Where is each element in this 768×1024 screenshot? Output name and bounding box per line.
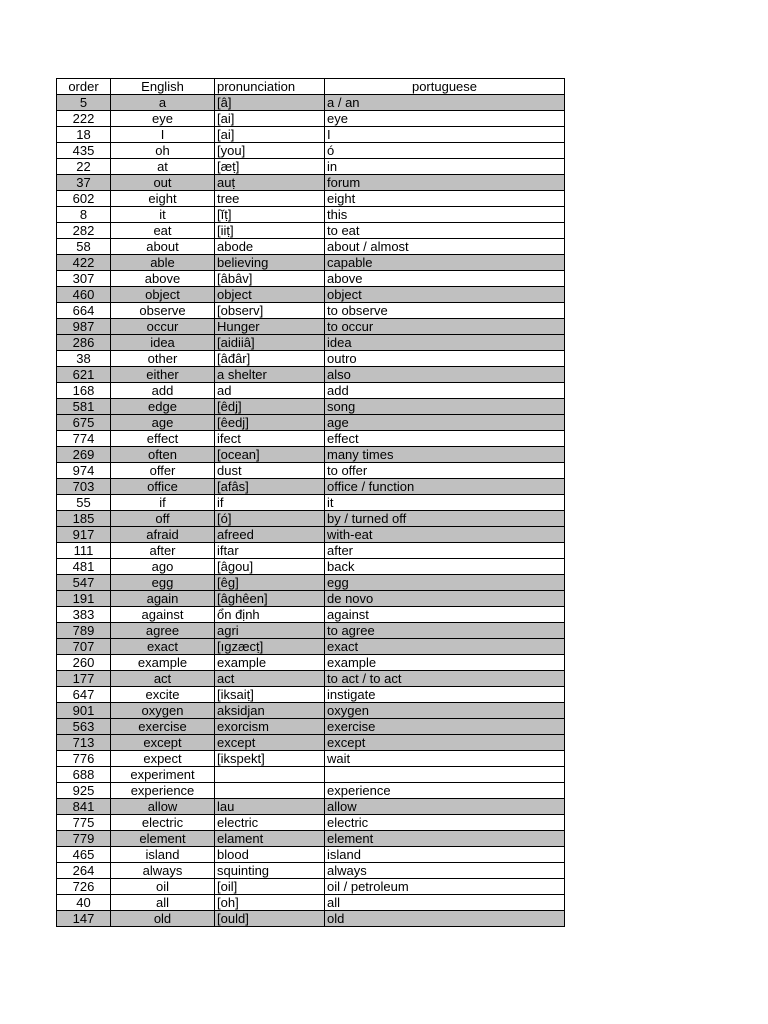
cell-order: 675 bbox=[57, 415, 111, 431]
table-row bbox=[57, 255, 565, 271]
cell-order: 18 bbox=[57, 127, 111, 143]
cell-pronunciation bbox=[215, 783, 325, 799]
cell-order: 925 bbox=[57, 783, 111, 799]
cell-english: after bbox=[111, 543, 215, 559]
table-row bbox=[57, 351, 565, 367]
table-row bbox=[57, 895, 565, 911]
table-row bbox=[57, 223, 565, 239]
cell-pronunciation: abode bbox=[215, 239, 325, 255]
table-row bbox=[57, 367, 565, 383]
cell-portuguese: this bbox=[325, 207, 565, 223]
cell-order: 581 bbox=[57, 399, 111, 415]
cell-order: 987 bbox=[57, 319, 111, 335]
cell-english: oxygen bbox=[111, 703, 215, 719]
cell-portuguese: de novo bbox=[325, 591, 565, 607]
cell-order: 460 bbox=[57, 287, 111, 303]
cell-pronunciation: [observ] bbox=[215, 303, 325, 319]
cell-english: idea bbox=[111, 335, 215, 351]
cell-portuguese: exact bbox=[325, 639, 565, 655]
cell-order: 621 bbox=[57, 367, 111, 383]
cell-portuguese: instigate bbox=[325, 687, 565, 703]
cell-order: 111 bbox=[57, 543, 111, 559]
cell-english: ago bbox=[111, 559, 215, 575]
cell-order: 282 bbox=[57, 223, 111, 239]
cell-pronunciation: [ĭṭ] bbox=[215, 207, 325, 223]
table-row bbox=[57, 399, 565, 415]
table-row bbox=[57, 623, 565, 639]
cell-pronunciation: [afâs] bbox=[215, 479, 325, 495]
cell-pronunciation: [ould] bbox=[215, 911, 325, 927]
cell-order: 383 bbox=[57, 607, 111, 623]
table-row bbox=[57, 863, 565, 879]
header-english: English bbox=[111, 79, 215, 95]
table-row bbox=[57, 703, 565, 719]
cell-portuguese: eight bbox=[325, 191, 565, 207]
table-row bbox=[57, 479, 565, 495]
cell-order: 779 bbox=[57, 831, 111, 847]
table-row bbox=[57, 655, 565, 671]
cell-english: afraid bbox=[111, 527, 215, 543]
cell-portuguese: I bbox=[325, 127, 565, 143]
cell-order: 465 bbox=[57, 847, 111, 863]
cell-portuguese: with-eat bbox=[325, 527, 565, 543]
cell-pronunciation: act bbox=[215, 671, 325, 687]
cell-pronunciation: [êdj] bbox=[215, 399, 325, 415]
cell-english: I bbox=[111, 127, 215, 143]
cell-order: 5 bbox=[57, 95, 111, 111]
table-row bbox=[57, 431, 565, 447]
table-row bbox=[57, 879, 565, 895]
cell-pronunciation: [âđâr] bbox=[215, 351, 325, 367]
cell-order: 147 bbox=[57, 911, 111, 927]
cell-portuguese: island bbox=[325, 847, 565, 863]
cell-english: exercise bbox=[111, 719, 215, 735]
cell-english: off bbox=[111, 511, 215, 527]
header-row bbox=[57, 79, 565, 95]
cell-portuguese: egg bbox=[325, 575, 565, 591]
table-row bbox=[57, 191, 565, 207]
cell-portuguese: to occur bbox=[325, 319, 565, 335]
cell-pronunciation: squinting bbox=[215, 863, 325, 879]
table-row bbox=[57, 543, 565, 559]
cell-pronunciation: [êg] bbox=[215, 575, 325, 591]
table-row bbox=[57, 607, 565, 623]
table-row bbox=[57, 383, 565, 399]
cell-portuguese: office / function bbox=[325, 479, 565, 495]
cell-portuguese: to act / to act bbox=[325, 671, 565, 687]
cell-english: all bbox=[111, 895, 215, 911]
cell-order: 547 bbox=[57, 575, 111, 591]
table-row bbox=[57, 415, 565, 431]
cell-portuguese: also bbox=[325, 367, 565, 383]
cell-order: 841 bbox=[57, 799, 111, 815]
table-row bbox=[57, 495, 565, 511]
cell-portuguese: song bbox=[325, 399, 565, 415]
cell-english: eye bbox=[111, 111, 215, 127]
cell-portuguese: all bbox=[325, 895, 565, 911]
table-row bbox=[57, 207, 565, 223]
cell-english: able bbox=[111, 255, 215, 271]
cell-english: effect bbox=[111, 431, 215, 447]
cell-english: office bbox=[111, 479, 215, 495]
cell-english: oil bbox=[111, 879, 215, 895]
cell-english: occur bbox=[111, 319, 215, 335]
cell-portuguese: to observe bbox=[325, 303, 565, 319]
table-row bbox=[57, 511, 565, 527]
cell-order: 269 bbox=[57, 447, 111, 463]
table-header bbox=[57, 79, 565, 95]
cell-order: 168 bbox=[57, 383, 111, 399]
table-row bbox=[57, 175, 565, 191]
table-row bbox=[57, 847, 565, 863]
cell-english: exact bbox=[111, 639, 215, 655]
cell-english: observe bbox=[111, 303, 215, 319]
table-row bbox=[57, 639, 565, 655]
cell-portuguese: against bbox=[325, 607, 565, 623]
cell-english: eat bbox=[111, 223, 215, 239]
cell-pronunciation: ifect bbox=[215, 431, 325, 447]
cell-order: 8 bbox=[57, 207, 111, 223]
cell-english: always bbox=[111, 863, 215, 879]
table-row bbox=[57, 815, 565, 831]
cell-order: 563 bbox=[57, 719, 111, 735]
cell-pronunciation: [âghêen] bbox=[215, 591, 325, 607]
cell-pronunciation bbox=[215, 767, 325, 783]
table-row bbox=[57, 767, 565, 783]
cell-order: 688 bbox=[57, 767, 111, 783]
table-row bbox=[57, 799, 565, 815]
cell-english: if bbox=[111, 495, 215, 511]
cell-portuguese: wait bbox=[325, 751, 565, 767]
cell-english: act bbox=[111, 671, 215, 687]
table-row bbox=[57, 559, 565, 575]
table-row bbox=[57, 143, 565, 159]
cell-english: expect bbox=[111, 751, 215, 767]
cell-order: 707 bbox=[57, 639, 111, 655]
cell-portuguese: above bbox=[325, 271, 565, 287]
cell-portuguese: allow bbox=[325, 799, 565, 815]
cell-order: 38 bbox=[57, 351, 111, 367]
cell-pronunciation: [oh] bbox=[215, 895, 325, 911]
cell-order: 726 bbox=[57, 879, 111, 895]
vocabulary-table bbox=[56, 78, 565, 927]
cell-english: a bbox=[111, 95, 215, 111]
cell-english: often bbox=[111, 447, 215, 463]
cell-pronunciation: a shelter bbox=[215, 367, 325, 383]
table-body bbox=[57, 95, 565, 927]
cell-pronunciation: [you] bbox=[215, 143, 325, 159]
cell-english: about bbox=[111, 239, 215, 255]
cell-pronunciation: [ó] bbox=[215, 511, 325, 527]
cell-portuguese: always bbox=[325, 863, 565, 879]
cell-english: island bbox=[111, 847, 215, 863]
table-row bbox=[57, 159, 565, 175]
cell-order: 260 bbox=[57, 655, 111, 671]
cell-portuguese: add bbox=[325, 383, 565, 399]
table-row bbox=[57, 303, 565, 319]
cell-pronunciation: [ikspekt] bbox=[215, 751, 325, 767]
cell-pronunciation: [ai] bbox=[215, 127, 325, 143]
cell-order: 435 bbox=[57, 143, 111, 159]
cell-order: 191 bbox=[57, 591, 111, 607]
cell-pronunciation: [âbâv] bbox=[215, 271, 325, 287]
table-row bbox=[57, 271, 565, 287]
cell-order: 974 bbox=[57, 463, 111, 479]
cell-pronunciation: lau bbox=[215, 799, 325, 815]
cell-portuguese: to offer bbox=[325, 463, 565, 479]
cell-pronunciation: [iiṭ] bbox=[215, 223, 325, 239]
cell-pronunciation: [oil] bbox=[215, 879, 325, 895]
cell-order: 664 bbox=[57, 303, 111, 319]
cell-pronunciation: dust bbox=[215, 463, 325, 479]
cell-english: oh bbox=[111, 143, 215, 159]
cell-pronunciation: ổn định bbox=[215, 607, 325, 623]
table-row bbox=[57, 671, 565, 687]
cell-pronunciation: [âgou] bbox=[215, 559, 325, 575]
table-row bbox=[57, 591, 565, 607]
cell-portuguese: idea bbox=[325, 335, 565, 351]
cell-order: 713 bbox=[57, 735, 111, 751]
table-row bbox=[57, 831, 565, 847]
cell-order: 901 bbox=[57, 703, 111, 719]
cell-pronunciation: aksidjan bbox=[215, 703, 325, 719]
cell-english: object bbox=[111, 287, 215, 303]
cell-pronunciation: [ocean] bbox=[215, 447, 325, 463]
table-row bbox=[57, 687, 565, 703]
cell-order: 917 bbox=[57, 527, 111, 543]
cell-english: it bbox=[111, 207, 215, 223]
cell-english: excite bbox=[111, 687, 215, 703]
table-row bbox=[57, 463, 565, 479]
cell-portuguese: after bbox=[325, 543, 565, 559]
cell-pronunciation: [æṭ] bbox=[215, 159, 325, 175]
cell-portuguese: outro bbox=[325, 351, 565, 367]
cell-english: add bbox=[111, 383, 215, 399]
cell-english: example bbox=[111, 655, 215, 671]
cell-portuguese: to eat bbox=[325, 223, 565, 239]
cell-english: out bbox=[111, 175, 215, 191]
cell-english: at bbox=[111, 159, 215, 175]
cell-pronunciation: electric bbox=[215, 815, 325, 831]
cell-order: 789 bbox=[57, 623, 111, 639]
cell-english: eight bbox=[111, 191, 215, 207]
cell-english: other bbox=[111, 351, 215, 367]
cell-english: either bbox=[111, 367, 215, 383]
table-row bbox=[57, 335, 565, 351]
cell-order: 37 bbox=[57, 175, 111, 191]
cell-portuguese: exercise bbox=[325, 719, 565, 735]
cell-portuguese: experience bbox=[325, 783, 565, 799]
cell-pronunciation: exorcism bbox=[215, 719, 325, 735]
cell-order: 264 bbox=[57, 863, 111, 879]
cell-portuguese: it bbox=[325, 495, 565, 511]
cell-pronunciation: [êedj] bbox=[215, 415, 325, 431]
cell-order: 703 bbox=[57, 479, 111, 495]
cell-english: allow bbox=[111, 799, 215, 815]
cell-pronunciation: agri bbox=[215, 623, 325, 639]
cell-pronunciation: auṭ bbox=[215, 175, 325, 191]
cell-pronunciation: tree bbox=[215, 191, 325, 207]
cell-order: 22 bbox=[57, 159, 111, 175]
cell-portuguese: example bbox=[325, 655, 565, 671]
cell-english: experiment bbox=[111, 767, 215, 783]
table-row bbox=[57, 239, 565, 255]
cell-english: offer bbox=[111, 463, 215, 479]
cell-pronunciation: object bbox=[215, 287, 325, 303]
cell-pronunciation: [ai] bbox=[215, 111, 325, 127]
cell-english: against bbox=[111, 607, 215, 623]
cell-order: 481 bbox=[57, 559, 111, 575]
cell-portuguese: electric bbox=[325, 815, 565, 831]
table-row bbox=[57, 447, 565, 463]
cell-pronunciation: if bbox=[215, 495, 325, 511]
cell-pronunciation: [ıgzæcṭ] bbox=[215, 639, 325, 655]
cell-pronunciation: believing bbox=[215, 255, 325, 271]
cell-portuguese bbox=[325, 767, 565, 783]
table-row bbox=[57, 111, 565, 127]
header-pronunciation: pronunciation bbox=[215, 79, 325, 95]
cell-portuguese: ó bbox=[325, 143, 565, 159]
cell-english: agree bbox=[111, 623, 215, 639]
cell-pronunciation: [aidiiâ] bbox=[215, 335, 325, 351]
cell-english: age bbox=[111, 415, 215, 431]
cell-pronunciation: example bbox=[215, 655, 325, 671]
cell-english: old bbox=[111, 911, 215, 927]
cell-portuguese: except bbox=[325, 735, 565, 751]
cell-order: 776 bbox=[57, 751, 111, 767]
table-row bbox=[57, 527, 565, 543]
cell-portuguese: by / turned off bbox=[325, 511, 565, 527]
cell-english: electric bbox=[111, 815, 215, 831]
cell-order: 602 bbox=[57, 191, 111, 207]
cell-portuguese: oil / petroleum bbox=[325, 879, 565, 895]
cell-order: 774 bbox=[57, 431, 111, 447]
cell-pronunciation: Hunger bbox=[215, 319, 325, 335]
cell-order: 307 bbox=[57, 271, 111, 287]
cell-order: 422 bbox=[57, 255, 111, 271]
cell-english: egg bbox=[111, 575, 215, 591]
cell-order: 40 bbox=[57, 895, 111, 911]
cell-portuguese: a / an bbox=[325, 95, 565, 111]
cell-portuguese: forum bbox=[325, 175, 565, 191]
cell-order: 286 bbox=[57, 335, 111, 351]
cell-portuguese: old bbox=[325, 911, 565, 927]
table-row bbox=[57, 751, 565, 767]
cell-portuguese: in bbox=[325, 159, 565, 175]
cell-order: 185 bbox=[57, 511, 111, 527]
table-row bbox=[57, 735, 565, 751]
table-row bbox=[57, 783, 565, 799]
cell-portuguese: effect bbox=[325, 431, 565, 447]
cell-pronunciation: elament bbox=[215, 831, 325, 847]
cell-order: 222 bbox=[57, 111, 111, 127]
cell-english: except bbox=[111, 735, 215, 751]
table-row bbox=[57, 575, 565, 591]
table-row bbox=[57, 127, 565, 143]
table-row bbox=[57, 95, 565, 111]
cell-pronunciation: except bbox=[215, 735, 325, 751]
cell-portuguese: about / almost bbox=[325, 239, 565, 255]
cell-english: above bbox=[111, 271, 215, 287]
cell-pronunciation: iftar bbox=[215, 543, 325, 559]
cell-english: again bbox=[111, 591, 215, 607]
table-row bbox=[57, 911, 565, 927]
cell-pronunciation: [â] bbox=[215, 95, 325, 111]
cell-english: experience bbox=[111, 783, 215, 799]
table-row bbox=[57, 319, 565, 335]
cell-portuguese: element bbox=[325, 831, 565, 847]
cell-portuguese: back bbox=[325, 559, 565, 575]
cell-order: 177 bbox=[57, 671, 111, 687]
cell-english: element bbox=[111, 831, 215, 847]
cell-order: 55 bbox=[57, 495, 111, 511]
cell-portuguese: object bbox=[325, 287, 565, 303]
cell-pronunciation: [iksaiṭ] bbox=[215, 687, 325, 703]
cell-pronunciation: blood bbox=[215, 847, 325, 863]
cell-order: 58 bbox=[57, 239, 111, 255]
cell-portuguese: eye bbox=[325, 111, 565, 127]
cell-order: 647 bbox=[57, 687, 111, 703]
cell-english: edge bbox=[111, 399, 215, 415]
cell-order: 775 bbox=[57, 815, 111, 831]
header-portuguese: portuguese bbox=[325, 79, 565, 95]
cell-pronunciation: ad bbox=[215, 383, 325, 399]
cell-pronunciation: afreed bbox=[215, 527, 325, 543]
cell-portuguese: to agree bbox=[325, 623, 565, 639]
header-order: order bbox=[57, 79, 111, 95]
table-row bbox=[57, 287, 565, 303]
cell-portuguese: age bbox=[325, 415, 565, 431]
table-row bbox=[57, 719, 565, 735]
cell-portuguese: oxygen bbox=[325, 703, 565, 719]
cell-portuguese: capable bbox=[325, 255, 565, 271]
cell-portuguese: many times bbox=[325, 447, 565, 463]
